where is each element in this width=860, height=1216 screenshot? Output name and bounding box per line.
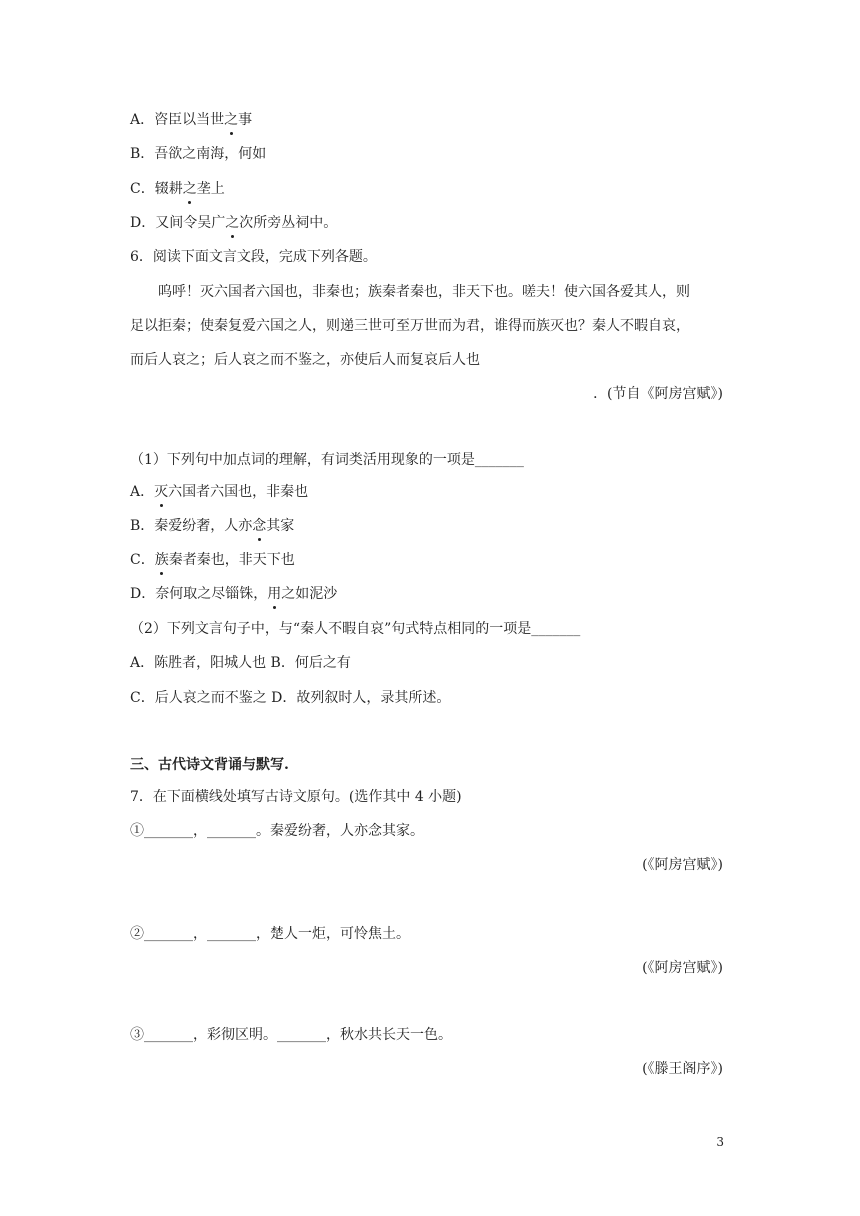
q5-option-a — [130, 111, 252, 129]
q7-item-1: ①_______，_______。秦爱纷奢，人亦念其家。 — [130, 823, 424, 839]
q7-item-3: ③_______，彩彻区明。_______，秋水共长天一色。 — [130, 1027, 452, 1043]
dotted-char: 灭 — [154, 484, 169, 500]
q6-sub1-option-c — [130, 551, 295, 569]
passage-source: ．(节自《阿房宫赋》) — [593, 386, 723, 402]
passage-line-3: 而后人哀之；后人哀之而不鉴之，亦使后人而复哀后人也 — [130, 352, 480, 368]
q6-sub1-option-d — [130, 585, 337, 603]
text: D．奈何取之尽锱铢， — [130, 586, 268, 602]
text: A． — [130, 484, 155, 500]
q6-sub1-stem: （1）下列句中加点词的理解，有词类活用现象的一项是_______ — [130, 452, 524, 468]
q6-sub2-options-cd: C．后人哀之而不鉴之 D．故列叙时人，录其所述。 — [130, 690, 451, 706]
text: 其家 — [266, 518, 295, 534]
q5-option-c — [130, 180, 225, 198]
text: D．又间令吴广 — [130, 215, 226, 231]
text: B．秦爱纷奢，人亦 — [130, 518, 253, 534]
text: C． — [130, 552, 155, 568]
q7-item-1-source: (《阿房宫赋》) — [642, 857, 723, 873]
text: 垄上 — [196, 181, 225, 197]
dotted-char: 之 — [224, 112, 239, 128]
dotted-char: 用 — [267, 586, 282, 602]
q7-stem: 7．在下面横线处填写古诗文原句。(选作其中 4 小题) — [130, 789, 462, 805]
q6-sub2-stem: （2）下列文言句子中，与“秦人不暇自哀”句式特点相同的一项是_______ — [130, 621, 581, 637]
q5-option-b: B．吾欲之南海，何如 — [130, 146, 267, 162]
q7-item-2-source: (《阿房宫赋》) — [642, 960, 723, 976]
dotted-char: 念 — [252, 518, 267, 534]
section-heading: 三、古代诗文背诵与默写. — [130, 757, 289, 773]
q7-item-3-source: (《滕王阁序》) — [642, 1061, 723, 1077]
dotted-char: 之 — [225, 215, 240, 231]
dotted-char: 族 — [154, 552, 169, 568]
q6-sub2-options-ab: A．陈胜者，阳城人也 B．何后之有 — [130, 655, 351, 671]
passage-line-2: 足以拒秦；使秦复爱六国之人，则递三世可至万世而为君，谁得而族灭也？秦人不暇自哀， — [130, 318, 690, 334]
text: 之如泥沙 — [281, 586, 338, 602]
q7-item-2: ②_______，_______，楚人一炬，可怜焦土。 — [130, 926, 410, 942]
q6-stem: 6．阅读下面文言文段，完成下列各题。 — [130, 249, 377, 265]
q6-sub1-option-b — [130, 517, 294, 535]
text: C．辍耕 — [130, 181, 183, 197]
text: 次所旁丛祠中。 — [239, 215, 338, 231]
page-number: 3 — [716, 1135, 724, 1149]
text: 事 — [238, 112, 253, 128]
dotted-char: 之 — [182, 181, 197, 197]
text: A．咨臣以当世 — [130, 112, 225, 128]
passage-line-1: 呜呼！灭六国者六国也，非秦也；族秦者秦也，非天下也。嗟夫！使六国各爱其人，则 — [158, 284, 690, 300]
text: 六国者六国也，非秦也 — [168, 484, 309, 500]
q5-option-d — [130, 214, 337, 232]
text: 秦者秦也，非天下也 — [168, 552, 295, 568]
q6-sub1-option-a — [130, 483, 308, 501]
